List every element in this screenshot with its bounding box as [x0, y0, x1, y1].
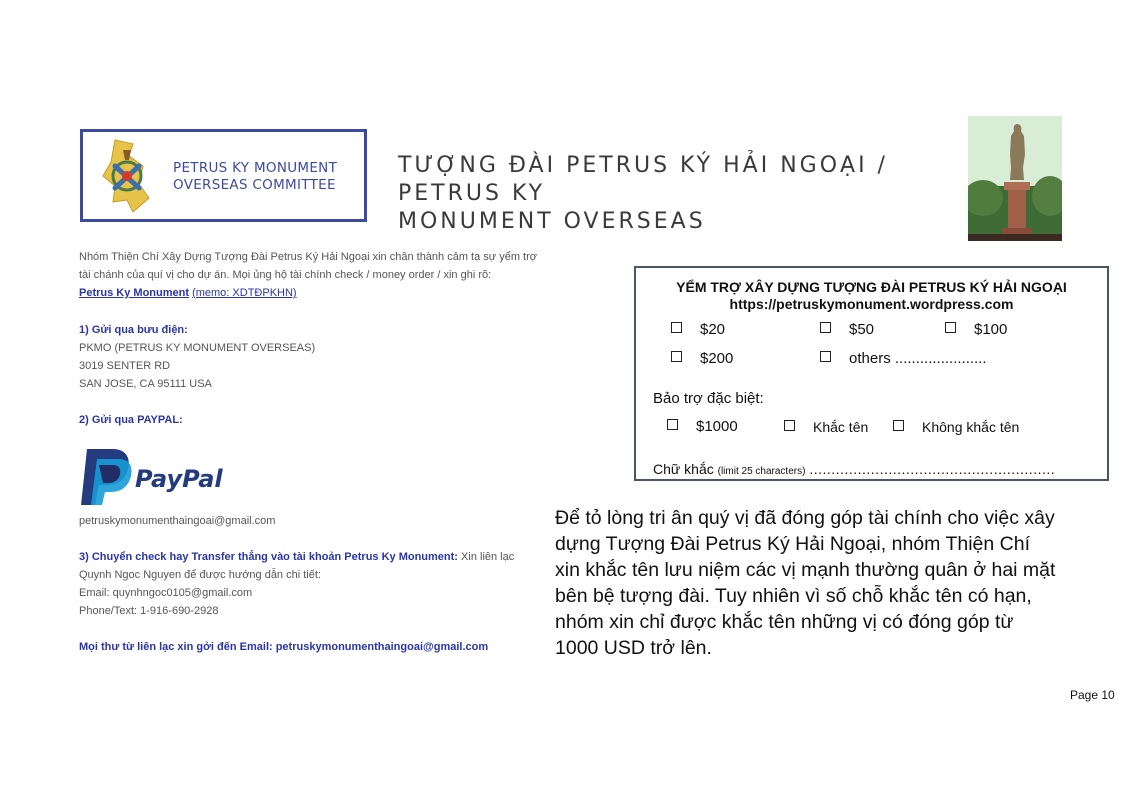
- payee-memo: (memo: XDTĐPKHN): [192, 287, 297, 299]
- engraving-text-field[interactable]: ........................................................: [809, 461, 1056, 477]
- amount-others-option[interactable]: [820, 350, 987, 368]
- amount-100-option[interactable]: [945, 321, 1007, 339]
- address-line: SAN JOSE, CA 95111 USA: [79, 378, 212, 390]
- statue-photo: [968, 116, 1062, 241]
- checkbox-icon[interactable]: [784, 420, 795, 431]
- committee-logo-text: [173, 160, 363, 194]
- thanks-line: Để tỏ lòng tri ân quý vị đã đóng góp tài chính cho việc xây: [555, 507, 1055, 529]
- engraving-text-row: [653, 461, 1055, 477]
- thanks-line: dựng Tượng Đài Petrus Ký Hải Ngoại, nhóm Thiện Chí: [555, 533, 1030, 555]
- no-engrave-option[interactable]: [893, 418, 1019, 436]
- amount-20-option[interactable]: [671, 321, 725, 339]
- amount-label: $200: [700, 350, 734, 367]
- intro-payee-line: [79, 284, 559, 302]
- amount-50-option[interactable]: [820, 321, 874, 339]
- amount-label: $50: [849, 321, 875, 338]
- engrave-label: Chữ khắc: [653, 461, 714, 477]
- intro-line-1: Nhóm Thiện Chí Xây Dựng Tượng Đài Petrus Ký Hải Ngoại xin chân thành cảm tạ sự yểm trợ: [79, 251, 537, 263]
- transfer-section: [79, 548, 539, 620]
- logo-line-2: OVERSEAS COMMITTEE: [173, 177, 336, 193]
- form-title: YỂM TRỢ XÂY DỰNG TƯỢNG ĐÀI PETRUS KÝ HẢI NGOẠI: [676, 279, 1067, 295]
- page-heading: [398, 152, 968, 236]
- amount-label: $100: [974, 321, 1008, 338]
- checkbox-icon[interactable]: [893, 420, 904, 431]
- paypal-logo: [79, 447, 229, 507]
- amount-1000-option[interactable]: [667, 418, 738, 436]
- engrave-no-label: Không khắc tên: [922, 419, 1020, 435]
- paypal-section-title: 2) Gửi qua PAYPAL:: [79, 414, 183, 426]
- amount-label: $1000: [696, 418, 738, 435]
- checkbox-icon[interactable]: [945, 322, 956, 333]
- intro-line-2: tài chánh của quí vị cho dự án. Mọi ủng hộ tài chính check / money order / xin ghi rõ:: [79, 269, 492, 281]
- others-label: others ......................: [849, 350, 987, 367]
- paypal-email: petruskymonumenthaingoai@gmail.com: [79, 515, 276, 527]
- checkbox-icon[interactable]: [820, 351, 831, 362]
- checkbox-icon[interactable]: [671, 322, 682, 333]
- payee-name: Petrus Ky Monument: [79, 287, 190, 299]
- committee-logo: [80, 129, 367, 222]
- paypal-icon: [79, 447, 229, 507]
- transfer-title-tail: Xin liên lạc: [461, 551, 515, 563]
- contact-email-line: Mọi thư từ liên lạc xin gởi đến Email: petruskymonumenthaingoai@gmail.com: [79, 641, 489, 653]
- amount-200-option[interactable]: [671, 350, 733, 368]
- checkbox-icon[interactable]: [671, 351, 682, 362]
- transfer-section-title: 3) Chuyển check hay Transfer thẳng vào tài khoản Petrus Ky Monument:: [79, 551, 458, 563]
- mail-section-title: 1) Gửi qua bưu điện:: [79, 324, 188, 336]
- paypal-wordmark: PayPal: [135, 465, 223, 493]
- committee-emblem-icon: [93, 136, 161, 216]
- mail-address: [79, 339, 479, 393]
- form-url: https://petruskymonument.wordpress.com: [729, 296, 1014, 312]
- thanks-line: nhóm xin chỉ được khắc tên những vị có đóng góp từ: [555, 611, 1014, 633]
- amount-label: $20: [700, 321, 726, 338]
- address-line: 3019 SENTER RD: [79, 360, 171, 372]
- engrave-hint: (limit 25 characters): [717, 466, 806, 477]
- engrave-yes-label: Khắc tên: [813, 419, 869, 435]
- thanks-line: xin khắc tên lưu niệm các vị mạnh thường quân ở hai mặt: [555, 559, 1056, 581]
- heading-line-1: TƯỢNG ĐÀI PETRUS KÝ HẢI NGOẠI / PETRUS KY: [398, 153, 888, 206]
- special-sponsor-label: Bảo trợ đặc biệt:: [653, 390, 764, 407]
- thanks-line: 1000 USD trở lên.: [555, 637, 712, 659]
- transfer-phone-line: Phone/Text: 1-916-690-2928: [79, 605, 219, 617]
- checkbox-icon[interactable]: [667, 419, 678, 430]
- intro-paragraph: [79, 248, 559, 302]
- transfer-email-line: Email: quynhngoc0105@gmail.com: [79, 587, 253, 599]
- transfer-title-line: [79, 548, 539, 566]
- thanks-line: bên bệ tượng đài. Tuy nhiên vì số chỗ khắc tên có hạn,: [555, 585, 1032, 607]
- logo-line-1: PETRUS KY MONUMENT: [173, 160, 338, 176]
- engrave-name-option[interactable]: [784, 418, 868, 436]
- address-line: PKMO (PETRUS KY MONUMENT OVERSEAS): [79, 342, 316, 354]
- page-number: Page 10: [1070, 688, 1115, 702]
- thanks-paragraph: [555, 505, 1115, 661]
- heading-line-2: MONUMENT OVERSEAS: [398, 209, 706, 234]
- transfer-contact-line: Quynh Ngoc Nguyen để được hướng dẫn chi tiết:: [79, 569, 321, 581]
- donation-form: [634, 266, 1109, 481]
- svg-text:PayPal: [135, 465, 223, 493]
- checkbox-icon[interactable]: [820, 322, 831, 333]
